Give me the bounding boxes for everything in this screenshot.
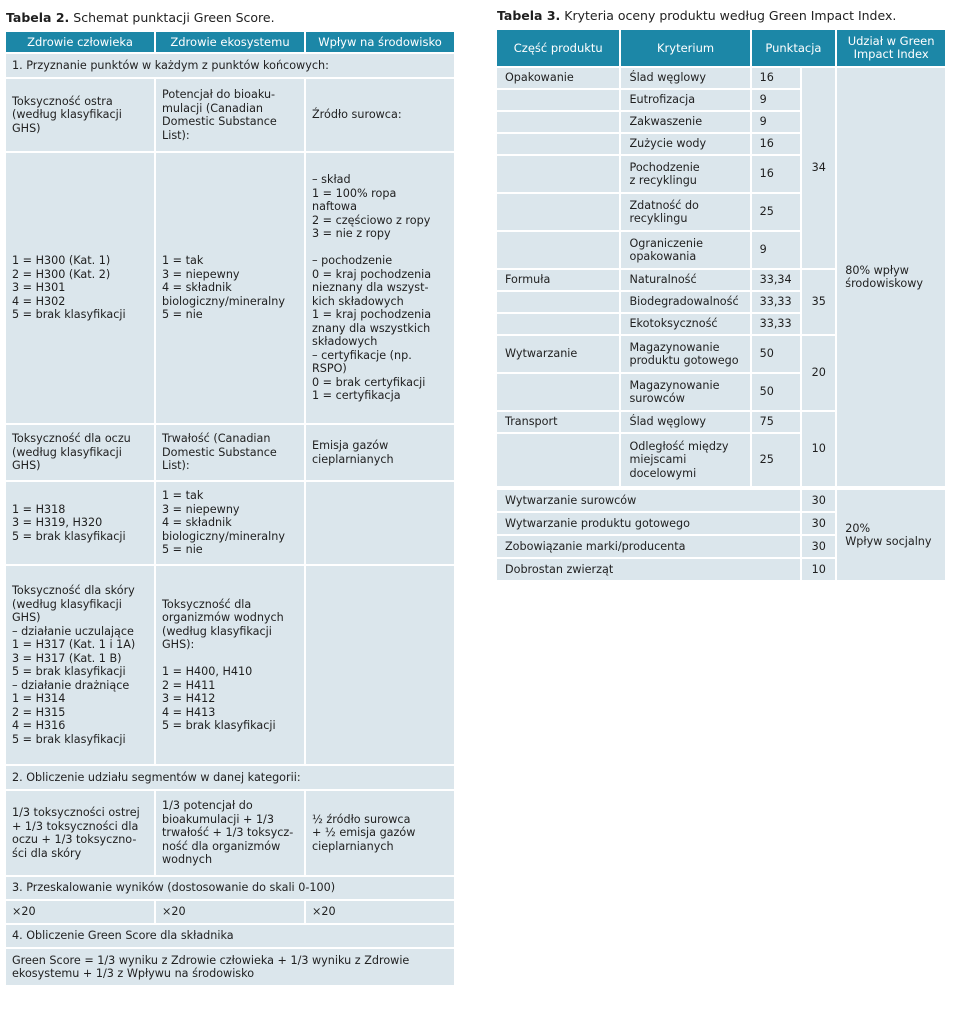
table3-group-sum: 34: [802, 68, 835, 268]
table3-criterion: Ekotoksyczność: [621, 314, 749, 334]
table3-points: 16: [752, 134, 801, 154]
table3-social-label: Dobrostan zwierząt: [497, 559, 800, 580]
table2-cell: ½ źródło surowca + ½ emisja gazów cieplarnianych: [306, 791, 454, 875]
table3-social-label: Wytwarzanie produktu gotowego: [497, 513, 800, 534]
table2-cell: Toksyczność dla skóry (według klasyfikacji GHS) – działanie uczulające 1 = H317 (Kat. 1 i 1A) 3 = H317 (Kat. 1 B) 5 = brak klasyfikacji – działanie drażniące 1 = H314 2 = H315 4 = H316 5 = brak klasyfikacji: [6, 566, 154, 764]
table3-social-label: Wytwarzanie surowców: [497, 490, 800, 511]
table3-social-points: 10: [802, 559, 835, 580]
table3-points: 9: [752, 232, 801, 268]
table3-criterion: Biodegradowalność: [621, 292, 749, 312]
table3-criterion: Odległość między miejscami docelowymi: [621, 434, 749, 486]
table3-header-criterion: Kryterium: [621, 30, 749, 66]
table3-points: 25: [752, 434, 801, 486]
table3-criterion: Naturalność: [621, 270, 749, 290]
table3-header-points: Punktacja: [752, 30, 836, 66]
table3-social-points: 30: [802, 513, 835, 534]
table3-criterion: Ślad węglowy: [621, 68, 749, 88]
table3-empty-cell: [497, 314, 619, 334]
table3-points: 33,33: [752, 314, 801, 334]
table3-social-label: Zobowiązanie marki/producenta: [497, 536, 800, 557]
table3-group-sum: 35: [802, 270, 835, 334]
table2-step-3: 3. Przeskalowanie wyników (dostosowanie do skali 0-100): [6, 877, 454, 899]
table2-header-environment: Wpływ na środowisko: [306, 32, 454, 52]
table2-cell: 1/3 potencjał do bioakumulacji + 1/3 trwałość + 1/3 toksycz- ność dla organizmów wodnych: [156, 791, 304, 875]
table3-empty-cell: [497, 134, 619, 154]
table3-group-opakowanie: Opakowanie: [497, 68, 619, 88]
table3-empty-cell: [497, 232, 619, 268]
table2-cell: 1 = tak 3 = niepewny 4 = składnik biologiczny/mineralny 5 = nie: [156, 153, 304, 423]
table2-header-human: Zdrowie człowieka: [6, 32, 154, 52]
table3-criterion: Zużycie wody: [621, 134, 749, 154]
table2-cell: 1 = H300 (Kat. 1) 2 = H300 (Kat. 2) 3 = H301 4 = H302 5 = brak klasyfikacji: [6, 153, 154, 423]
table3-criterion: Ślad węglowy: [621, 412, 749, 432]
table2-cell: Toksyczność dla organizmów wodnych (według klasyfikacji GHS): 1 = H400, H410 2 = H411 3 = H412 4 = H413 5 = brak klasyfikacji: [156, 566, 304, 764]
table3-criterion: Zdatność do recyklingu: [621, 194, 749, 230]
table2-cell: Potencjał do bioaku- mulacji (Canadian Domestic Substance List):: [156, 79, 304, 151]
table2-empty-cell: [306, 566, 454, 764]
table3-group-sum: 10: [802, 412, 835, 486]
table3-social-points: 30: [802, 490, 835, 511]
table3-points: 9: [752, 112, 801, 132]
table3-criterion: Magazynowanie produktu gotowego: [621, 336, 749, 372]
table2-caption-text: Schemat punktacji Green Score.: [69, 10, 275, 25]
table3-caption-text: Kryteria oceny produktu według Green Impact Index.: [560, 8, 897, 23]
table3-points: 75: [752, 412, 801, 432]
table2-step-2: 2. Obliczenie udziału segmentów w danej kategorii:: [6, 766, 454, 789]
table3-group-formula: Formuła: [497, 270, 619, 290]
table3-points: 33,33: [752, 292, 801, 312]
table3-empty-cell: [497, 194, 619, 230]
table2-cell: Trwałość (Canadian Domestic Substance List):: [156, 425, 304, 480]
table3-criterion: Pochodzenie z recyklingu: [621, 156, 749, 192]
table3-empty-cell: [497, 374, 619, 410]
table3-points: 33,34: [752, 270, 801, 290]
table2-cell: 1 = tak 3 = niepewny 4 = składnik biologiczny/mineralny 5 = nie: [156, 482, 304, 564]
table3-points: 50: [752, 374, 801, 410]
table3-social-points: 30: [802, 536, 835, 557]
table3-share-social: 20% Wpływ socjalny: [837, 490, 945, 580]
table3-empty-cell: [497, 112, 619, 132]
table2-cell: ×20: [306, 901, 454, 923]
table3-empty-cell: [497, 90, 619, 110]
table2-cell: Źródło surowca:: [306, 79, 454, 151]
table2-cell: Toksyczność ostra (według klasyfikacji GHS): [6, 79, 154, 151]
table3-criterion: Eutrofizacja: [621, 90, 749, 110]
table2-cell: Emisja gazów cieplarnianych: [306, 425, 454, 480]
table3-caption: [497, 8, 896, 24]
table2-green-score: [4, 30, 456, 987]
table3-points: 9: [752, 90, 801, 110]
table3-header-part: Część produktu: [497, 30, 619, 66]
table2-cell: ×20: [6, 901, 154, 923]
table2-cell: ×20: [156, 901, 304, 923]
table3-criterion: Ograniczenie opakowania: [621, 232, 749, 268]
table2-cell: – skład 1 = 100% ropa naftowa 2 = częściowo z ropy 3 = nie z ropy – pochodzenie 0 = kraj pochodzenia nieznany dla wszyst- kich składowych 1 = kraj pochodzenia znany dla wszystkich składowych – certyfikacje (np. RSPO) 0 = brak certyfikacji 1 = certyfikacja: [306, 153, 454, 423]
table3-criterion: Zakwaszenie: [621, 112, 749, 132]
table2-caption: [6, 10, 275, 26]
table2-cell: 1 = H318 3 = H319, H320 5 = brak klasyfikacji: [6, 482, 154, 564]
table3-empty-cell: [497, 156, 619, 192]
table3-header-share: Udział w Green Impact Index: [837, 30, 945, 66]
table2-empty-cell: [306, 482, 454, 564]
table3-empty-cell: [497, 292, 619, 312]
table3-group-sum: 20: [802, 336, 835, 410]
table2-header-ecosystem: Zdrowie ekosystemu: [156, 32, 304, 52]
table3-caption-label: Tabela 3.: [497, 8, 561, 23]
table3-group-wytwarzanie: Wytwarzanie: [497, 336, 619, 372]
table3-share-environment: 80% wpływ środowiskowy: [837, 68, 945, 486]
table3-criterion: Magazynowanie surowców: [621, 374, 749, 410]
table2-cell: Toksyczność dla oczu (według klasyfikacji GHS): [6, 425, 154, 480]
table2-step-4: 4. Obliczenie Green Score dla składnika: [6, 925, 454, 947]
table3-green-impact-index: [495, 28, 947, 582]
table3-points: 16: [752, 156, 801, 192]
table3-group-transport: Transport: [497, 412, 619, 432]
table2-step-1: 1. Przyznanie punktów w każdym z punktów końcowych:: [6, 54, 454, 77]
table3-points: 50: [752, 336, 801, 372]
table2-caption-label: Tabela 2.: [6, 10, 70, 25]
table3-empty-cell: [497, 434, 619, 486]
table3-points: 25: [752, 194, 801, 230]
table2-final-formula: Green Score = 1/3 wyniku z Zdrowie człowieka + 1/3 wyniku z Zdrowie ekosystemu + 1/3 z Wpływu na środowisko: [6, 949, 454, 985]
table2-cell: 1/3 toksyczności ostrej + 1/3 toksyczności dla oczu + 1/3 toksyczno- ści dla skóry: [6, 791, 154, 875]
table3-points: 16: [752, 68, 801, 88]
